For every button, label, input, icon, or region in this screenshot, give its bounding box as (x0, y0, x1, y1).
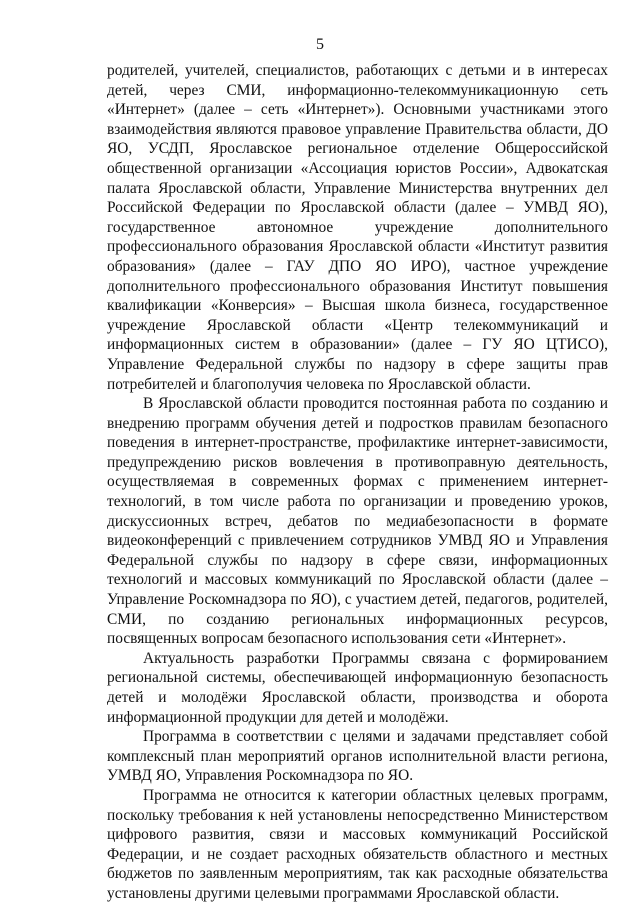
paragraph-program-plan: Программа в соответствии с целями и задачами представляет собой комплексный план мероприятий органов исполнительной власти региона, УМВД ЯО, Управления Роскомнадзора по ЯО. (107, 728, 608, 785)
document-body (107, 61, 608, 904)
paragraph-online-safety-programs: В Ярославской области проводится постоянная работа по созданию и внедрению программ обучения детей и подростков правилам безопасного поведения в интернет-пространстве, профилактике интернет-зависимости, предупреждению рисков вовлечения в противоправную деятельность, осуществляемая в современных формах с применением интернет-технологий, в том числе работа по организации и проведению уроков, дискуссионных встреч, дебатов по медиабезопасности в формате видеоконференций с привлечением сотрудников УМВД ЯО и Управления Федеральной службы по надзору в сфере связи, информационных технологий и массовых коммуникаций по Ярославской области (далее – Управление Роскомнадзора по ЯО), с участием детей, педагогов, родителей, СМИ, по созданию региональных информационных ресурсов, посвященных вопросам безопасного использования сети «Интернет». (107, 395, 608, 648)
page-number: 5 (316, 36, 324, 53)
paragraph-relevance: Актуальность разработки Программы связана с формированием региональной системы, обеспечивающей информационную безопасность детей и молодёжи Ярославской области, производства и оборота информационной продукции для детей и молодёжи. (107, 649, 608, 726)
paragraph-program-status: Программа не относится к категории областных целевых программ, поскольку требования к ней установлены непосредственно Министерством цифрового развития, связи и массовых коммуникаций Российской Федерации, и не создает расходных обязательств областного и местных бюджетов по заявленным мероприятиям, так как расходные обязательства установлены другими целевыми программами Ярославской области. (107, 786, 608, 902)
paragraph-continued: родителей, учителей, специалистов, работающих с детьми и в интересах детей, через СМИ, информационно-телекоммуникационную сеть «Интернет» (далее – сеть «Интернет»). Основными участниками этого взаимодействия являются правовое управление Правительства области, ДО ЯО, УСДП, Ярославское региональное отделение Общероссийской общественной организации «Ассоциация юристов России», Адвокатская палата Ярославской области, Управление Министерства внутренних дел Российской Федерации по Ярославской области (далее – УМВД ЯО), государственное автономное учреждение дополнительного профессионального образования Ярославской области «Институт развития образования» (далее – ГАУ ДПО ЯО ИРО), частное учреждение дополнительного профессионального образования Институт повышения квалификации «Конверсия» – Высшая школа бизнеса, государственное учреждение Ярославской области «Центр телекоммуникаций и информационных систем в образовании» (далее – ГУ ЯО ЦТИСО), Управление Федеральной службы по надзору в сфере защиты прав потребителей и благополучия человека по Ярославской области. (107, 62, 608, 393)
